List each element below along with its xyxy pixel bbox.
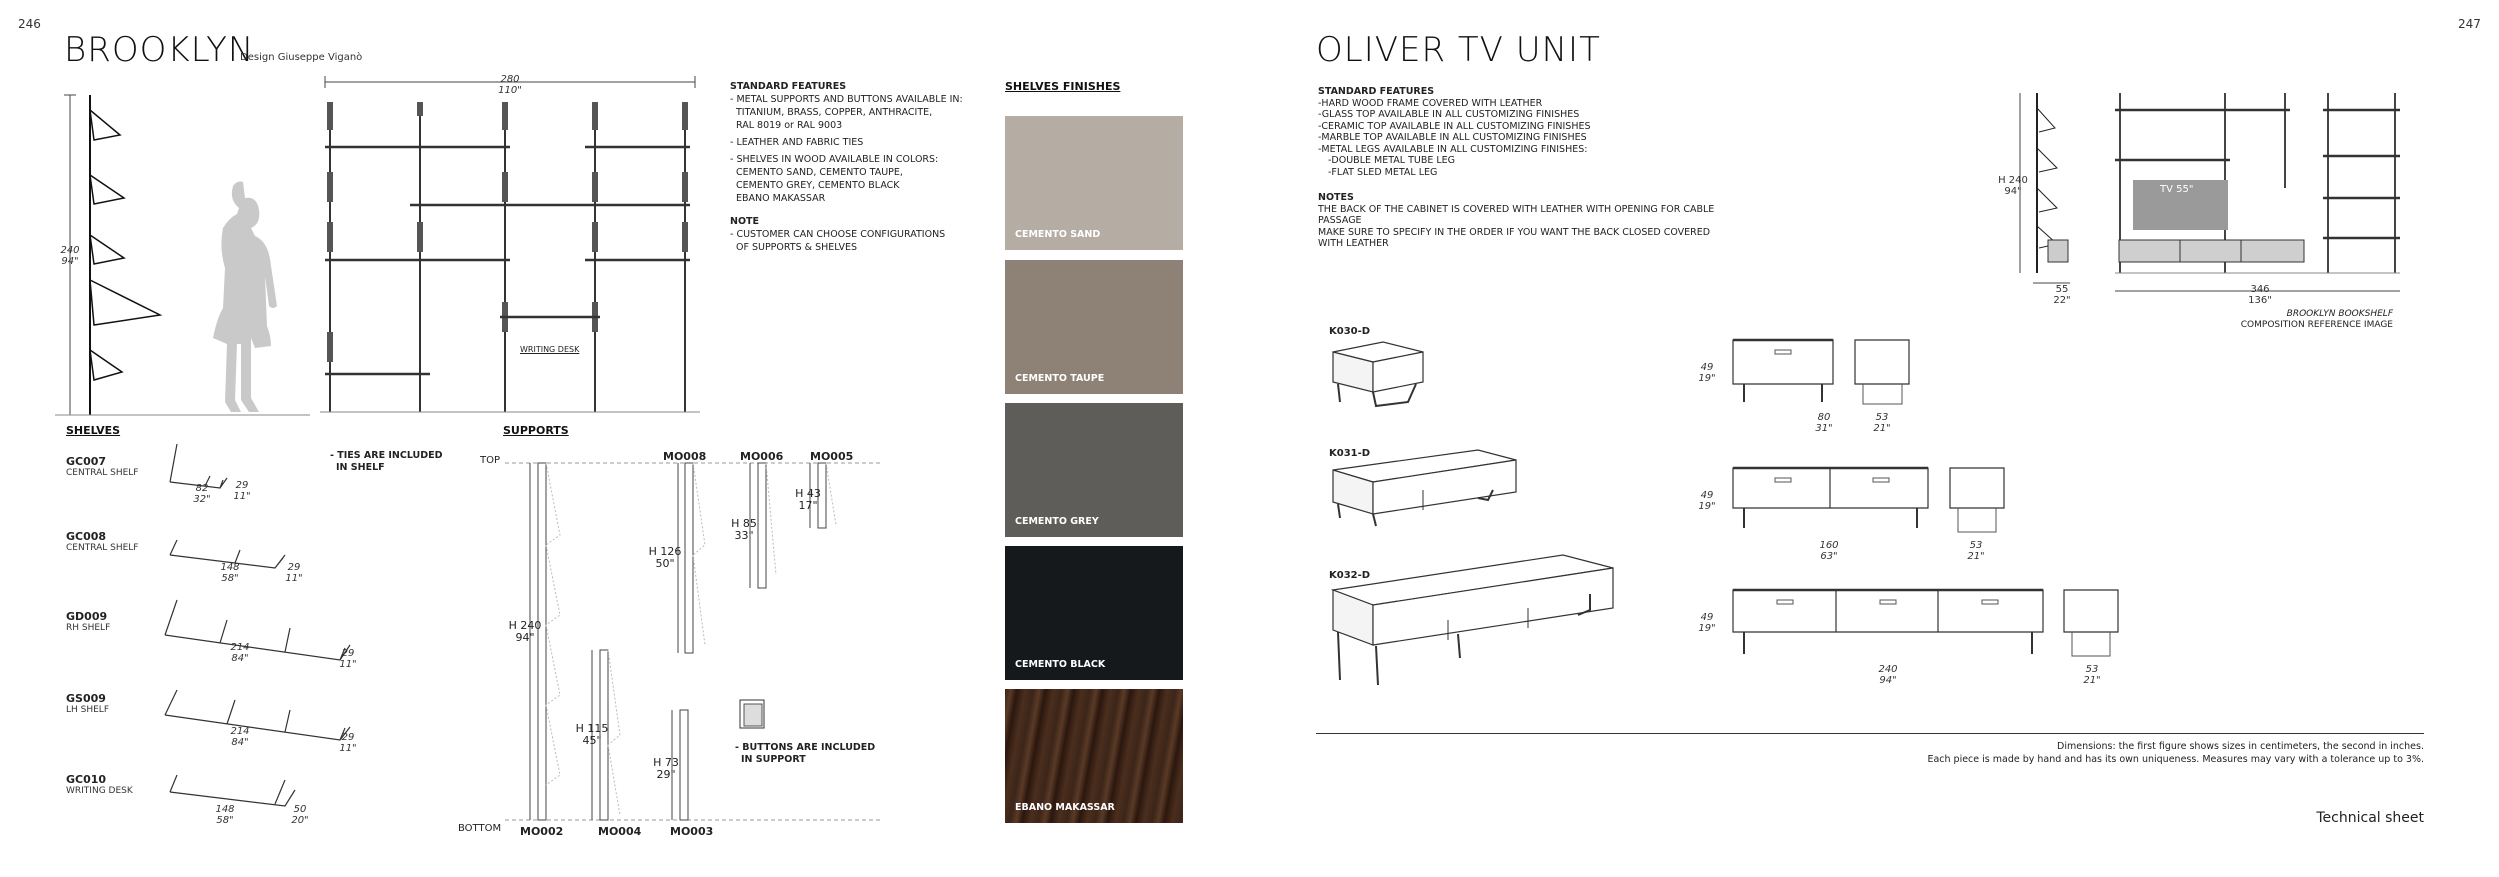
shelf-dim-len: 214 84" [230,642,250,664]
front-width-dim: 280 110" [498,74,522,96]
finish-swatch: CEMENTO BLACK [1005,546,1183,680]
supports-drawing [500,455,890,830]
side-elevation-drawing [60,80,320,420]
left-height-dim: 240 94" [60,245,80,267]
unit-width-dim: 160 63" [1819,540,1839,562]
unit-perspective-drawings [1328,340,1628,690]
support-code: MO008 [663,450,707,463]
finish-swatch: CEMENTO GREY [1005,403,1183,537]
support-code: MO004 [598,825,642,838]
shelf-dim-depth: 50 20" [291,804,309,826]
unit-code: K031-D [1329,448,1371,459]
unit-depth-dim: 53 21" [1873,412,1891,434]
unit-code: K032-D [1329,570,1371,581]
finish-swatch: CEMENTO TAUPE [1005,260,1183,394]
shelf-dim-depth: 29 11" [233,480,251,502]
bottom-label: BOTTOM [458,823,502,834]
buttons-note: - BUTTONS ARE INCLUDED IN SUPPORT [735,742,876,765]
composition-height-dim: H 240 94" [1998,175,2028,197]
page-number-left: 246 [18,17,41,31]
supports-heading: SUPPORTS [503,424,569,437]
composition-caption: BROOKLYN BOOKSHELF COMPOSITION REFERENCE IMAGE [2240,309,2393,330]
unit-height-dim: 49 19" [1698,612,1716,634]
oliver-title: OLIVER TV UNIT [1316,30,1601,70]
unit-width-dim: 240 94" [1878,664,1898,686]
shelf-dim-len: 82 32" [193,483,211,505]
shelf-dim-len: 214 84" [230,726,250,748]
composition-width-dim: 346 136" [2248,284,2272,306]
ties-note: - TIES ARE INCLUDED IN SHELF [330,450,443,473]
unit-depth-dim: 53 21" [2083,664,2101,686]
support-h-label: H 85 33" [731,517,757,542]
finish-swatch: CEMENTO SAND [1005,116,1183,250]
support-h-label: H 73 29" [653,756,679,781]
footer-divider [1316,733,2424,734]
shelf-dim-len: 148 58" [215,804,235,826]
shelf-dim-len: 148 58" [220,562,240,584]
support-code: MO005 [810,450,854,463]
brooklyn-title: BROOKLYN [64,30,255,70]
unit-code: K030-D [1329,326,1371,337]
unit-height-dim: 49 19" [1698,362,1716,384]
finish-swatch: EBANO MAKASSAR [1005,689,1183,823]
support-code: MO006 [740,450,784,463]
designer-credit: Design Giuseppe Viganò [240,52,363,63]
technical-sheet-label: Technical sheet [2316,810,2424,826]
brooklyn-features: STANDARD FEATURES - METAL SUPPORTS AND BUTTONS AVAILABLE IN: TITANIUM, BRASS, COPPER, ANTHRACITE, RAL 8019 or RAL 9003 - LEATHER AND FABRIC TIES - SHELVES IN WOOD AVAILABLE IN COLORS: CEMENTO SAND, CEMENTO TAUPE, CEMENTO GREY, CEMENTO BLACK EBANO MAKASSAR NOTE - CUSTOMER CAN CHOOSE CONFIGURATIONS OF SUPPORTS & SHELVES [730,81,963,253]
unit-height-dim: 49 19" [1698,490,1716,512]
shelf-item: GD009 RH SHELF [66,610,111,633]
shelves-heading: SHELVES [66,424,121,437]
support-h-label: H 43 17" [795,487,821,512]
shelf-dim-depth: 29 11" [339,732,357,754]
finishes-heading: SHELVES FINISHES [1005,80,1121,93]
oliver-features: STANDARD FEATURES -HARD WOOD FRAME COVERED WITH LEATHER -GLASS TOP AVAILABLE IN ALL CUSTOMIZING FINISHES -CERAMIC TOP AVAILABLE IN ALL CUSTOMIZING FINISHES -MARBLE TOP AVAILABLE IN ALL CUSTOMIZING FINISHES -METAL LEGS AVAILABLE IN ALL CUSTOMIZING FINISHES: -DOUBLE METAL TUBE LEG -FLAT SLED METAL LEG NOTES THE BACK OF THE CABINET IS COVERED WITH LEATHER WITH OPENING FOR CABLE PASSAGE MAKE SURE TO SPECIFY IN THE ORDER IF YOU WANT THE BACK CLOSED COVERED WITH LEATHER [1318,86,1715,249]
front-elevation-drawing [320,72,700,417]
footer-notes: Dimensions: the first figure shows sizes in centimeters, the second in inches. Each piece is made by hand and has its own uniqueness. Measures may vary with a tolerance up to 3%. [1927,741,2424,765]
tv-label: TV 55" [2160,184,2194,195]
shelf-item: GC008 CENTRAL SHELF [66,530,139,553]
composition-depth-dim: 55 22" [2053,284,2071,306]
support-h-label: H 115 45" [575,722,609,747]
unit-elevation-drawings [1730,336,2130,676]
shelf-item: GC010 WRITING DESK [66,773,133,796]
support-h-label: H 240 94" [508,619,542,644]
unit-depth-dim: 53 21" [1967,540,1985,562]
composition-reference-drawing [2015,88,2405,303]
top-label: TOP [480,455,501,466]
shelf-item: GC007 CENTRAL SHELF [66,455,139,478]
support-code: MO002 [520,825,564,838]
writing-desk-label: WRITING DESK [520,345,580,354]
shelf-dim-depth: 29 11" [339,648,357,670]
page-number-right: 247 [2458,17,2481,31]
support-h-label: H 126 50" [648,545,682,570]
unit-width-dim: 80 31" [1815,412,1833,434]
shelf-item: GS009 LH SHELF [66,692,110,715]
shelf-dim-depth: 29 11" [285,562,303,584]
support-code: MO003 [670,825,714,838]
